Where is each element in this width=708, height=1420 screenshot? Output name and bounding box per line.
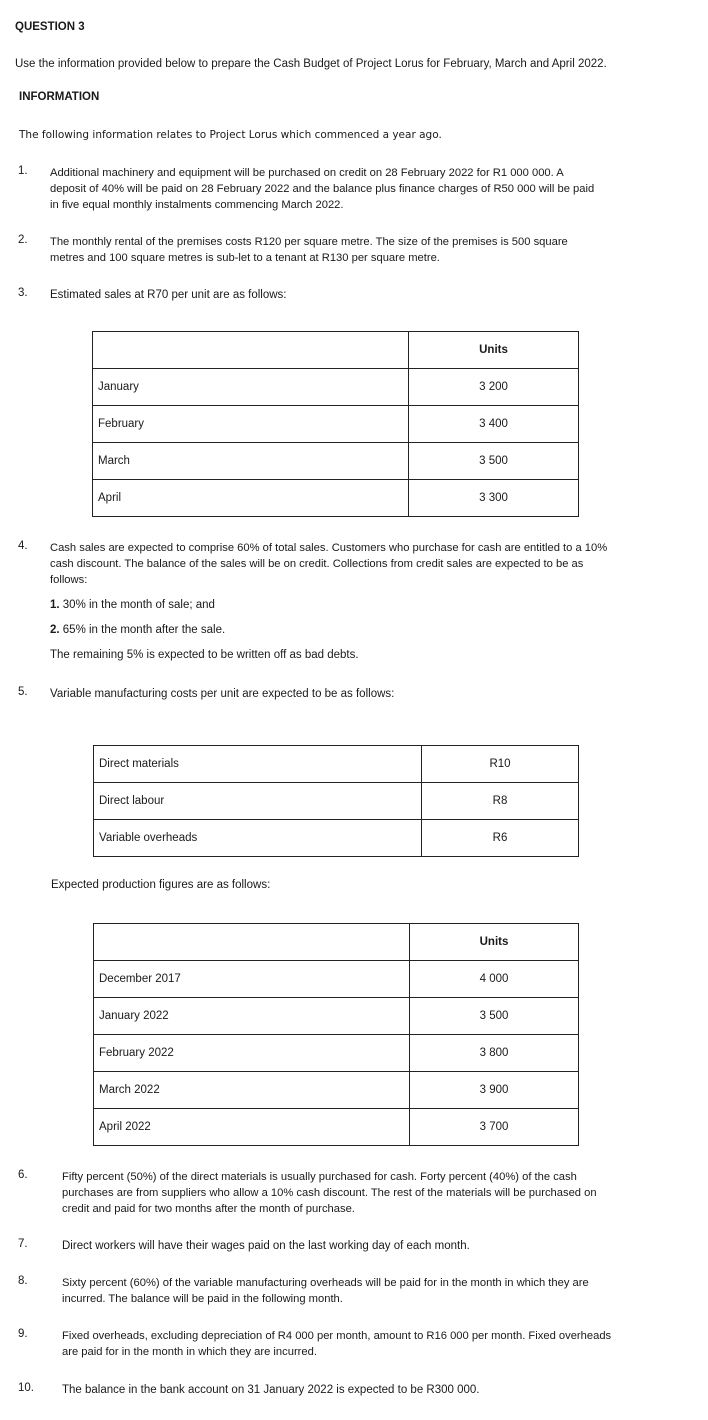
table-row bbox=[94, 998, 579, 1035]
item-number: 1. bbox=[18, 165, 28, 177]
month-cell: April bbox=[93, 480, 409, 517]
units-cell: 3 500 bbox=[410, 998, 579, 1035]
item-number: 10. bbox=[18, 1382, 34, 1394]
month-cell: January bbox=[93, 369, 409, 406]
units-cell: 3 900 bbox=[410, 1072, 579, 1109]
table-row bbox=[94, 961, 579, 998]
units-header: Units bbox=[409, 332, 579, 369]
item-number: 5. bbox=[18, 686, 28, 698]
units-header: Units bbox=[410, 924, 579, 961]
cost-value-cell: R8 bbox=[422, 783, 579, 820]
sales-table bbox=[92, 331, 579, 517]
cost-table bbox=[93, 745, 579, 857]
item-number: 8. bbox=[18, 1275, 28, 1287]
table-row bbox=[93, 406, 579, 443]
item-number: 2. bbox=[18, 234, 28, 246]
units-cell: 3 300 bbox=[409, 480, 579, 517]
table-row bbox=[93, 443, 579, 480]
item-9-text: Fixed overheads, excluding depreciation of R4 000 per month, amount to R16 000 per month. Fixed overheads are paid for in the month in which they are incurred. bbox=[62, 1330, 612, 1358]
cost-value-cell: R6 bbox=[422, 820, 579, 857]
table-row bbox=[94, 1035, 579, 1072]
collection-remaining: The remaining 5% is expected to be written off as bad debts. bbox=[50, 649, 359, 661]
units-cell: 4 000 bbox=[410, 961, 579, 998]
month-cell: April 2022 bbox=[94, 1109, 410, 1146]
table-row bbox=[93, 369, 579, 406]
collection-2: 2. 65% in the month after the sale. bbox=[50, 624, 226, 636]
units-cell: 3 800 bbox=[410, 1035, 579, 1072]
cost-item-cell: Variable overheads bbox=[94, 820, 422, 857]
table-row bbox=[94, 746, 579, 783]
info-heading: INFORMATION bbox=[19, 91, 100, 103]
table-row bbox=[94, 820, 579, 857]
question-title: QUESTION 3 bbox=[15, 21, 85, 33]
cost-item-cell: Direct materials bbox=[94, 746, 422, 783]
item-10-text: The balance in the bank account on 31 January 2022 is expected to be R300 000. bbox=[62, 1384, 480, 1396]
intro-text: Use the information provided below to prepare the Cash Budget of Project Lorus for February, March and April 2022. bbox=[15, 58, 607, 70]
cost-value-cell: R10 bbox=[422, 746, 579, 783]
item-5-text: Variable manufacturing costs per unit are expected to be as follows: bbox=[50, 688, 395, 700]
month-cell: February bbox=[93, 406, 409, 443]
month-cell: December 2017 bbox=[94, 961, 410, 998]
cost-item-cell: Direct labour bbox=[94, 783, 422, 820]
table-cell bbox=[94, 924, 410, 961]
item-number: 4. bbox=[18, 540, 28, 552]
production-intro: Expected production figures are as follows: bbox=[51, 879, 271, 891]
info-intro: The following information relates to Project Lorus which commenced a year ago. bbox=[19, 129, 442, 141]
item-number: 7. bbox=[18, 1238, 28, 1250]
units-cell: 3 700 bbox=[410, 1109, 579, 1146]
table-row bbox=[93, 480, 579, 517]
table-row bbox=[93, 332, 579, 369]
table-row bbox=[94, 1072, 579, 1109]
table-row bbox=[94, 783, 579, 820]
item-number: 6. bbox=[18, 1169, 28, 1181]
item-2-text: The monthly rental of the premises costs R120 per square metre. The size of the premises is 500 square metres and 100 square metres is sub-let to a tenant at R130 per square metre. bbox=[50, 236, 568, 264]
month-cell: January 2022 bbox=[94, 998, 410, 1035]
table-row bbox=[94, 1109, 579, 1146]
collection-1: 1. 30% in the month of sale; and bbox=[50, 599, 215, 611]
month-cell: February 2022 bbox=[94, 1035, 410, 1072]
month-cell: March bbox=[93, 443, 409, 480]
item-6-text: Fifty percent (50%) of the direct materials is usually purchased for cash. Forty percent (40%) of the cash purchases are from suppliers who allow a 10% cash discount. The rest of the materials will be purchased on credit and paid for two months after the month of purchase. bbox=[62, 1171, 597, 1215]
table-row bbox=[94, 924, 579, 961]
units-cell: 3 500 bbox=[409, 443, 579, 480]
item-3-text: Estimated sales at R70 per unit are as follows: bbox=[50, 289, 287, 301]
item-1-text: Additional machinery and equipment will be purchased on credit on 28 February 2022 for R1 000 000. A deposit of 40% will be paid on 28 February 2022 and the balance plus finance charges of R50 000 will be paid in five equal monthly instalments commencing March 2022. bbox=[50, 167, 595, 211]
item-8-text: Sixty percent (60%) of the variable manufacturing overheads will be paid for in the month in which they are incurred. The balance will be paid in the following month. bbox=[62, 1277, 589, 1305]
units-cell: 3 400 bbox=[409, 406, 579, 443]
table-cell bbox=[93, 332, 409, 369]
item-4-text: Cash sales are expected to comprise 60% of total sales. Customers who purchase for cash are entitled to a 10% cash discount. The balance of the sales will be on credit. Collections from credit sales are expected to be as follows: bbox=[50, 542, 608, 586]
item-number: 3. bbox=[18, 287, 28, 299]
item-7-text: Direct workers will have their wages paid on the last working day of each month. bbox=[62, 1240, 470, 1252]
units-cell: 3 200 bbox=[409, 369, 579, 406]
production-table bbox=[93, 923, 579, 1146]
month-cell: March 2022 bbox=[94, 1072, 410, 1109]
item-number: 9. bbox=[18, 1328, 28, 1340]
